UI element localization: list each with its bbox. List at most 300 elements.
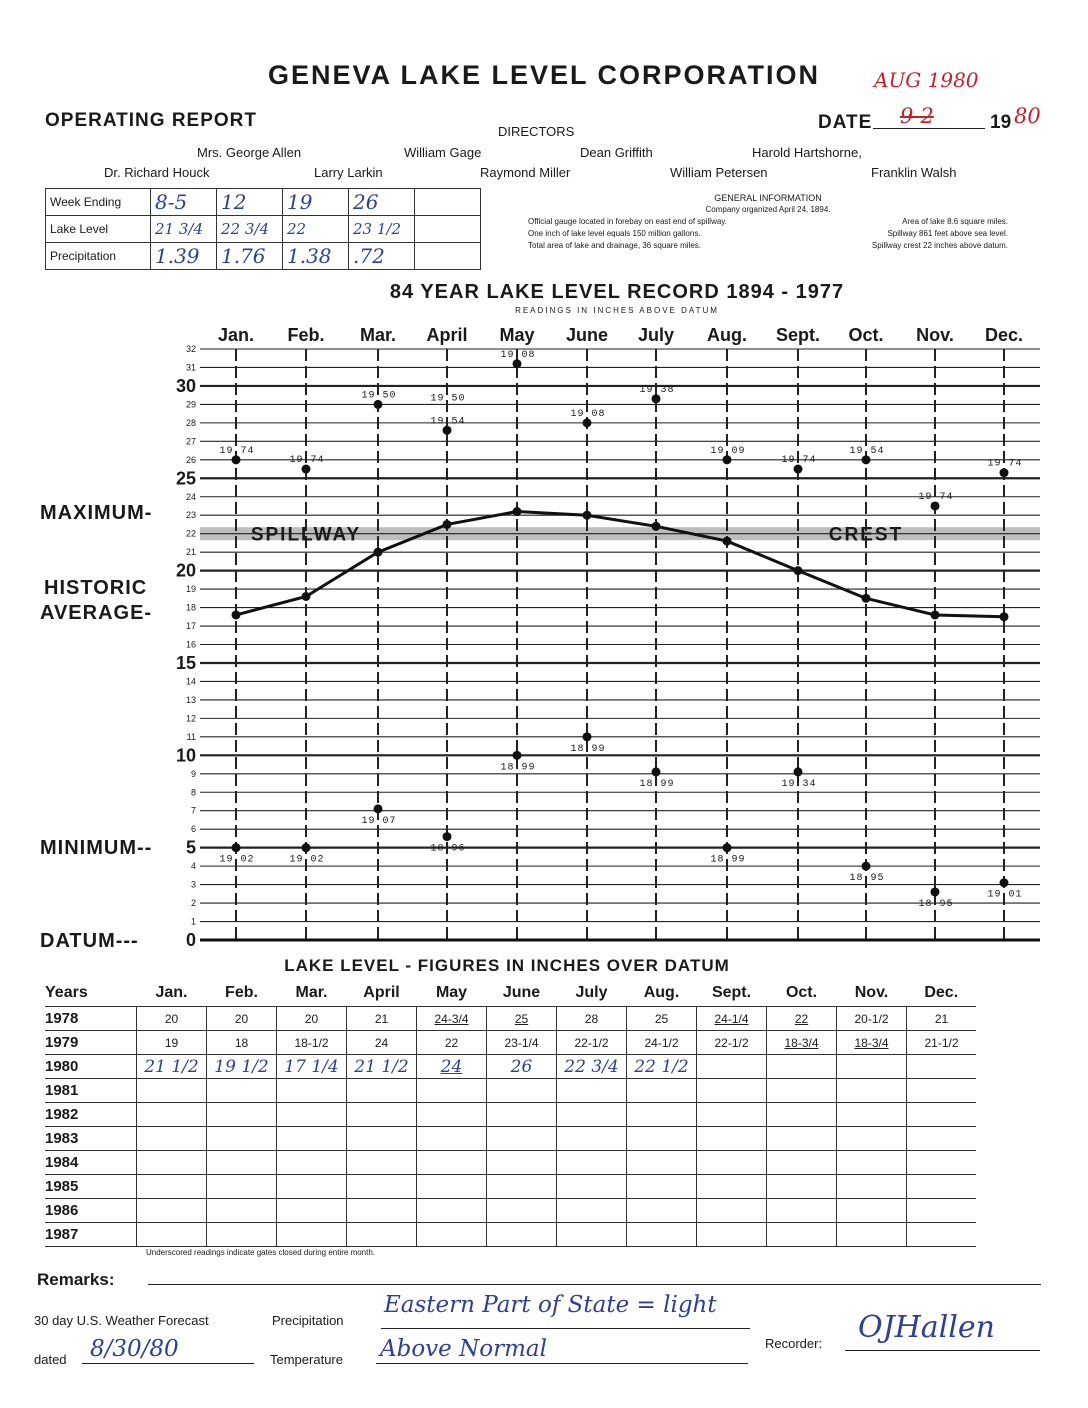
average-point — [232, 610, 241, 619]
minimum-point — [1000, 878, 1009, 887]
value-cell — [767, 1151, 837, 1175]
precipitation-cell: 1.76 — [217, 243, 283, 270]
year-cell: 1983 — [45, 1127, 137, 1151]
minimum-year-label: 18 99 — [710, 854, 746, 866]
value-cell — [207, 1103, 277, 1127]
maximum-year-label: 19 54 — [849, 445, 885, 457]
underscore-note: Underscored readings indicate gates closed during entire month. — [146, 1248, 376, 1257]
value-cell — [767, 1199, 837, 1223]
table-row — [45, 1151, 976, 1175]
minimum-point — [931, 887, 940, 896]
historic-label: HISTORIC — [44, 577, 148, 599]
month-header: July — [557, 980, 627, 1007]
average-point — [794, 566, 803, 575]
value-cell: 22 1/2 — [627, 1055, 697, 1079]
table-row — [45, 1055, 976, 1079]
average-point — [443, 520, 452, 529]
value-cell — [277, 1127, 347, 1151]
year-cell: 1979 — [45, 1031, 137, 1055]
value-cell — [627, 1127, 697, 1151]
value-cell: 20 — [137, 1007, 207, 1031]
director-name: Larry Larkin — [314, 165, 383, 180]
value-cell: 25 — [627, 1007, 697, 1031]
y-tick-label: 27 — [185, 436, 196, 447]
x-tick-label: Mar. — [359, 325, 397, 345]
x-tick-label: May — [499, 325, 535, 345]
value-cell — [487, 1199, 557, 1223]
lake-level-cell: 21 3/4 — [151, 216, 217, 243]
value-cell — [557, 1175, 627, 1199]
value-cell: 21 — [907, 1007, 977, 1031]
maximum-year-label: 19 38 — [639, 384, 675, 396]
value-cell — [627, 1079, 697, 1103]
value-cell — [697, 1079, 767, 1103]
year-cell: 1987 — [45, 1223, 137, 1247]
x-tick-label: June — [565, 325, 609, 345]
month-header: Jan. — [137, 980, 207, 1007]
week-ending-cell: 19 — [283, 189, 349, 216]
y-tick-label: 5 — [185, 837, 196, 858]
table-row — [45, 1031, 976, 1055]
y-tick-label: 4 — [190, 861, 196, 872]
dated-label: dated — [34, 1352, 67, 1367]
value-cell — [627, 1199, 697, 1223]
minimum-year-label: 18 96 — [430, 843, 466, 855]
value-cell — [417, 1127, 487, 1151]
maximum-year-label: 19 74 — [987, 458, 1023, 470]
value-cell — [697, 1127, 767, 1151]
value-cell: 28 — [557, 1007, 627, 1031]
director-name: Mrs. George Allen — [197, 145, 302, 160]
value-cell: 18-3/4 — [837, 1031, 907, 1055]
minimum-year-label: 19 07 — [361, 815, 397, 827]
y-tick-label: 10 — [175, 745, 196, 766]
value-cell — [347, 1151, 417, 1175]
value-cell — [837, 1151, 907, 1175]
value-cell — [277, 1079, 347, 1103]
maximum-year-label: 19 09 — [710, 445, 746, 457]
maximum-year-label: 19 08 — [570, 408, 606, 420]
value-cell — [347, 1127, 417, 1151]
y-tick-label: 13 — [185, 694, 196, 705]
value-cell — [697, 1175, 767, 1199]
value-cell: 18-3/4 — [767, 1031, 837, 1055]
value-cell — [697, 1199, 767, 1223]
minimum-point — [232, 843, 241, 852]
average-point — [862, 594, 871, 603]
minimum-point — [443, 832, 452, 841]
value-cell — [487, 1103, 557, 1127]
value-cell: 23-1/4 — [487, 1031, 557, 1055]
row-label: Week Ending — [46, 189, 151, 216]
value-cell — [767, 1055, 837, 1079]
date-label: DATE — [818, 112, 873, 133]
temperature-label: Temperature — [270, 1352, 343, 1367]
average-point — [723, 537, 732, 546]
maximum-year-label: 19 74 — [918, 491, 954, 503]
value-cell: 20-1/2 — [837, 1007, 907, 1031]
value-cell — [137, 1127, 207, 1151]
value-cell — [277, 1175, 347, 1199]
minimum-point — [862, 862, 871, 871]
value-cell — [837, 1199, 907, 1223]
date-value: 9-2 — [900, 104, 934, 128]
year-cell: 1981 — [45, 1079, 137, 1103]
y-tick-label: 24 — [185, 491, 196, 502]
minimum-year-label: 18 95 — [918, 898, 954, 910]
y-tick-label: 12 — [185, 713, 196, 724]
recorder-label: Recorder: — [765, 1336, 823, 1351]
value-cell — [137, 1151, 207, 1175]
value-cell: 21-1/2 — [907, 1031, 977, 1055]
value-cell: 21 1/2 — [137, 1055, 207, 1079]
table-header-row — [45, 980, 976, 1007]
y-tick-label: 8 — [190, 787, 196, 798]
directors-label: DIRECTORS — [498, 124, 575, 139]
y-tick-label: 22 — [185, 528, 196, 539]
year-cell: 1982 — [45, 1103, 137, 1127]
x-tick-label: July — [637, 325, 675, 345]
maximum-year-label: 19 54 — [430, 416, 466, 428]
lake-level-table — [45, 980, 976, 1247]
value-cell — [907, 1079, 977, 1103]
y-tick-label: 6 — [190, 824, 196, 835]
table-row — [45, 1199, 976, 1223]
lake-table-title: LAKE LEVEL - FIGURES IN INCHES OVER DATUM — [284, 956, 730, 975]
value-cell: 20 — [207, 1007, 277, 1031]
value-cell — [627, 1223, 697, 1247]
value-cell — [347, 1175, 417, 1199]
general-info-heading: GENERAL INFORMATION — [714, 193, 822, 203]
value-cell — [417, 1175, 487, 1199]
datum-label: DATUM--- — [40, 930, 139, 952]
director-name: William Petersen — [670, 165, 768, 180]
date-year-printed: 19 — [990, 112, 1012, 133]
maximum-year-label: 19 74 — [219, 445, 255, 457]
info-line: Total area of lake and drainage, 36 square miles. — [528, 241, 701, 250]
month-header: June — [487, 980, 557, 1007]
value-cell: 25 — [487, 1007, 557, 1031]
value-cell — [137, 1103, 207, 1127]
lake-level-cell: 22 3/4 — [217, 216, 283, 243]
value-cell — [487, 1223, 557, 1247]
y-tick-label: 19 — [185, 584, 196, 595]
maximum-year-label: 19 50 — [361, 390, 397, 402]
x-tick-label: April — [426, 325, 468, 345]
value-cell — [417, 1103, 487, 1127]
value-cell: 21 1/2 — [347, 1055, 417, 1079]
x-tick-label: Jan. — [217, 325, 255, 345]
week-ending-cell: 12 — [217, 189, 283, 216]
value-cell: 22 — [417, 1031, 487, 1055]
value-cell: 17 1/4 — [277, 1055, 347, 1079]
y-tick-label: 29 — [185, 399, 196, 410]
y-tick-label: 9 — [190, 768, 196, 779]
value-cell — [137, 1079, 207, 1103]
value-cell — [837, 1127, 907, 1151]
chart-subtitle: READINGS IN INCHES ABOVE DATUM — [515, 306, 719, 315]
value-cell — [277, 1223, 347, 1247]
y-tick-label: 3 — [190, 879, 196, 890]
value-cell — [417, 1223, 487, 1247]
value-cell — [487, 1079, 557, 1103]
table-row — [45, 1079, 976, 1103]
x-tick-label: Nov. — [916, 325, 954, 345]
y-tick-label: 11 — [186, 731, 196, 742]
value-cell: 19 1/2 — [207, 1055, 277, 1079]
value-cell: 20 — [277, 1007, 347, 1031]
value-cell — [907, 1199, 977, 1223]
month-header: Dec. — [907, 980, 977, 1007]
director-name: Raymond Miller — [480, 165, 571, 180]
value-cell — [627, 1175, 697, 1199]
value-cell: 22-1/2 — [557, 1031, 627, 1055]
precipitation-cell: 1.38 — [283, 243, 349, 270]
x-tick-label: Feb. — [287, 325, 325, 345]
y-tick-label: 28 — [185, 417, 196, 428]
y-tick-label: 31 — [185, 362, 196, 373]
crest-label: CREST — [828, 524, 904, 546]
year-cell: 1985 — [45, 1175, 137, 1199]
chart-title: 84 YEAR LAKE LEVEL RECORD 1894 - 1977 — [389, 281, 845, 303]
value-cell — [907, 1151, 977, 1175]
value-cell — [557, 1127, 627, 1151]
value-cell — [837, 1175, 907, 1199]
minimum-year-label: 18 99 — [570, 743, 606, 755]
minimum-point — [723, 843, 732, 852]
month-header: May — [417, 980, 487, 1007]
value-cell — [907, 1055, 977, 1079]
value-cell — [137, 1175, 207, 1199]
remarks-label: Remarks: — [37, 1270, 115, 1289]
value-cell — [417, 1199, 487, 1223]
lake-level-cell: 22 — [283, 216, 349, 243]
operating-report-label: OPERATING REPORT — [45, 110, 257, 131]
value-cell: 24-3/4 — [417, 1007, 487, 1031]
minimum-point — [374, 804, 383, 813]
y-tick-label: 25 — [175, 468, 196, 489]
date-year-hand: 80 — [1014, 104, 1041, 128]
table-row — [45, 1007, 976, 1031]
value-cell — [207, 1175, 277, 1199]
minimum-point — [513, 751, 522, 760]
director-name: William Gage — [404, 145, 482, 160]
y-tick-label: 15 — [175, 652, 196, 673]
value-cell — [767, 1103, 837, 1127]
table-row — [45, 1223, 976, 1247]
value-cell: 22-1/2 — [697, 1031, 767, 1055]
year-cell: 1986 — [45, 1199, 137, 1223]
value-cell — [347, 1103, 417, 1127]
average-point — [513, 507, 522, 516]
average-point — [374, 548, 383, 557]
minimum-point — [583, 732, 592, 741]
x-tick-label: Oct. — [848, 325, 884, 345]
spillway-label: SPILLWAY — [250, 524, 362, 546]
value-cell — [277, 1199, 347, 1223]
y-tick-label: 17 — [185, 621, 196, 632]
value-cell: 24 — [417, 1055, 487, 1079]
month-header: Sept. — [697, 980, 767, 1007]
minimum-year-label: 19 34 — [781, 778, 817, 790]
table-row — [45, 1127, 976, 1151]
value-cell: 18 — [207, 1031, 277, 1055]
row-label: Lake Level — [46, 216, 151, 243]
value-cell — [417, 1151, 487, 1175]
info-line: Area of lake 8.6 square miles. — [902, 217, 1008, 226]
extra-year-label: 19 50 — [430, 393, 466, 405]
value-cell: 19 — [137, 1031, 207, 1055]
info-line: One inch of lake level equals 150 million gallons. — [528, 229, 701, 238]
year-cell: 1978 — [45, 1007, 137, 1031]
month-header: Oct. — [767, 980, 837, 1007]
maximum-year-label: 19 08 — [500, 349, 536, 361]
minimum-year-label: 19 02 — [219, 854, 255, 866]
value-cell — [207, 1151, 277, 1175]
info-line: Spillway crest 22 inches above datum. — [871, 241, 1008, 250]
y-tick-label: 18 — [185, 602, 196, 613]
value-cell — [347, 1079, 417, 1103]
value-cell — [277, 1151, 347, 1175]
director-name: Dean Griffith — [580, 145, 653, 160]
y-tick-label: 21 — [185, 547, 196, 558]
average-point — [583, 511, 592, 520]
value-cell — [557, 1199, 627, 1223]
director-name: Franklin Walsh — [871, 165, 957, 180]
years-header: Years — [45, 980, 137, 1007]
minimum-point — [652, 767, 661, 776]
value-cell — [627, 1151, 697, 1175]
maximum-year-label: 19 74 — [289, 455, 325, 467]
year-cell: 1984 — [45, 1151, 137, 1175]
average-point — [302, 592, 311, 601]
x-tick-label: Sept. — [775, 325, 821, 345]
precipitation-label: Precipitation — [272, 1313, 344, 1328]
info-line: Spillway 861 feet above sea level. — [887, 229, 1008, 238]
row-label: Precipitation — [46, 243, 151, 270]
recorder-signature: OJHallen — [858, 1310, 995, 1345]
value-cell: 24 — [347, 1031, 417, 1055]
value-cell: 18-1/2 — [277, 1031, 347, 1055]
value-cell: 21 — [347, 1007, 417, 1031]
value-cell — [347, 1199, 417, 1223]
info-line: Company organized April 24, 1894. — [705, 205, 831, 214]
value-cell — [627, 1103, 697, 1127]
value-cell — [837, 1103, 907, 1127]
y-tick-label: 2 — [190, 898, 196, 909]
y-tick-label: 32 — [185, 344, 196, 354]
value-cell — [207, 1079, 277, 1103]
average-point — [652, 522, 661, 531]
value-cell — [907, 1223, 977, 1247]
minimum-label: MINIMUM-- — [40, 837, 153, 859]
value-cell — [697, 1223, 767, 1247]
minimum-year-label: 19 02 — [289, 854, 325, 866]
value-cell — [837, 1079, 907, 1103]
y-tick-label: 14 — [185, 676, 196, 687]
average-label: AVERAGE- — [40, 602, 153, 624]
value-cell — [697, 1103, 767, 1127]
minimum-year-label: 18 99 — [500, 762, 536, 774]
value-cell — [277, 1103, 347, 1127]
value-cell — [347, 1223, 417, 1247]
value-cell — [697, 1055, 767, 1079]
table-row — [45, 1175, 976, 1199]
value-cell — [557, 1223, 627, 1247]
minimum-year-label: 19 01 — [987, 889, 1023, 901]
value-cell — [837, 1055, 907, 1079]
director-name: Dr. Richard Houck — [104, 165, 210, 180]
week-ending-cell: 8-5 — [151, 189, 217, 216]
week-ending-cell: 26 — [349, 189, 415, 216]
y-tick-label: 16 — [185, 639, 196, 650]
y-tick-label: 30 — [175, 375, 196, 396]
month-header: Feb. — [207, 980, 277, 1007]
minimum-year-label: 18 95 — [849, 873, 885, 885]
maximum-year-label: 19 74 — [781, 455, 817, 467]
average-point — [931, 610, 940, 619]
precipitation-forecast: Eastern Part of State = light — [384, 1292, 717, 1318]
value-cell — [557, 1103, 627, 1127]
value-cell — [487, 1175, 557, 1199]
value-cell — [767, 1175, 837, 1199]
value-cell: 24-1/4 — [697, 1007, 767, 1031]
precipitation-cell: .72 — [349, 243, 415, 270]
y-tick-label: 26 — [185, 454, 196, 465]
dated-value: 8/30/80 — [90, 1336, 179, 1362]
value-cell — [137, 1199, 207, 1223]
report-title: GENEVA LAKE LEVEL CORPORATION — [267, 60, 821, 90]
value-cell — [697, 1151, 767, 1175]
month-header: Mar. — [277, 980, 347, 1007]
handwritten-month: AUG 1980 — [874, 68, 979, 92]
table-row — [45, 1103, 976, 1127]
y-tick-label: 7 — [190, 805, 196, 816]
director-name: Harold Hartshorne, — [752, 145, 862, 160]
value-cell — [207, 1127, 277, 1151]
value-cell — [907, 1127, 977, 1151]
maximum-label: MAXIMUM- — [40, 502, 153, 524]
value-cell: 22 3/4 — [557, 1055, 627, 1079]
value-cell — [907, 1103, 977, 1127]
x-tick-label: Dec. — [984, 325, 1024, 345]
value-cell: 22 — [767, 1007, 837, 1031]
value-cell — [767, 1223, 837, 1247]
value-cell — [487, 1151, 557, 1175]
y-tick-label: 1 — [190, 916, 196, 927]
value-cell — [417, 1079, 487, 1103]
month-header: Nov. — [837, 980, 907, 1007]
value-cell — [557, 1151, 627, 1175]
month-header: April — [347, 980, 417, 1007]
value-cell — [137, 1223, 207, 1247]
y-tick-label: 23 — [185, 510, 196, 521]
y-tick-label: 0 — [185, 930, 196, 950]
year-cell: 1980 — [45, 1055, 137, 1079]
lake-level-cell: 23 1/2 — [349, 216, 415, 243]
value-cell — [767, 1079, 837, 1103]
minimum-point — [302, 843, 311, 852]
x-tick-label: Aug. — [707, 325, 747, 345]
y-tick-label: 20 — [175, 560, 196, 581]
precipitation-cell: 1.39 — [151, 243, 217, 270]
value-cell — [557, 1079, 627, 1103]
info-line: Official gauge located in forebay on east end of spillway. — [528, 217, 727, 226]
value-cell: 24-1/2 — [627, 1031, 697, 1055]
temperature-forecast: Above Normal — [380, 1336, 547, 1362]
forecast-label: 30 day U.S. Weather Forecast — [34, 1313, 209, 1328]
month-header: Aug. — [627, 980, 697, 1007]
